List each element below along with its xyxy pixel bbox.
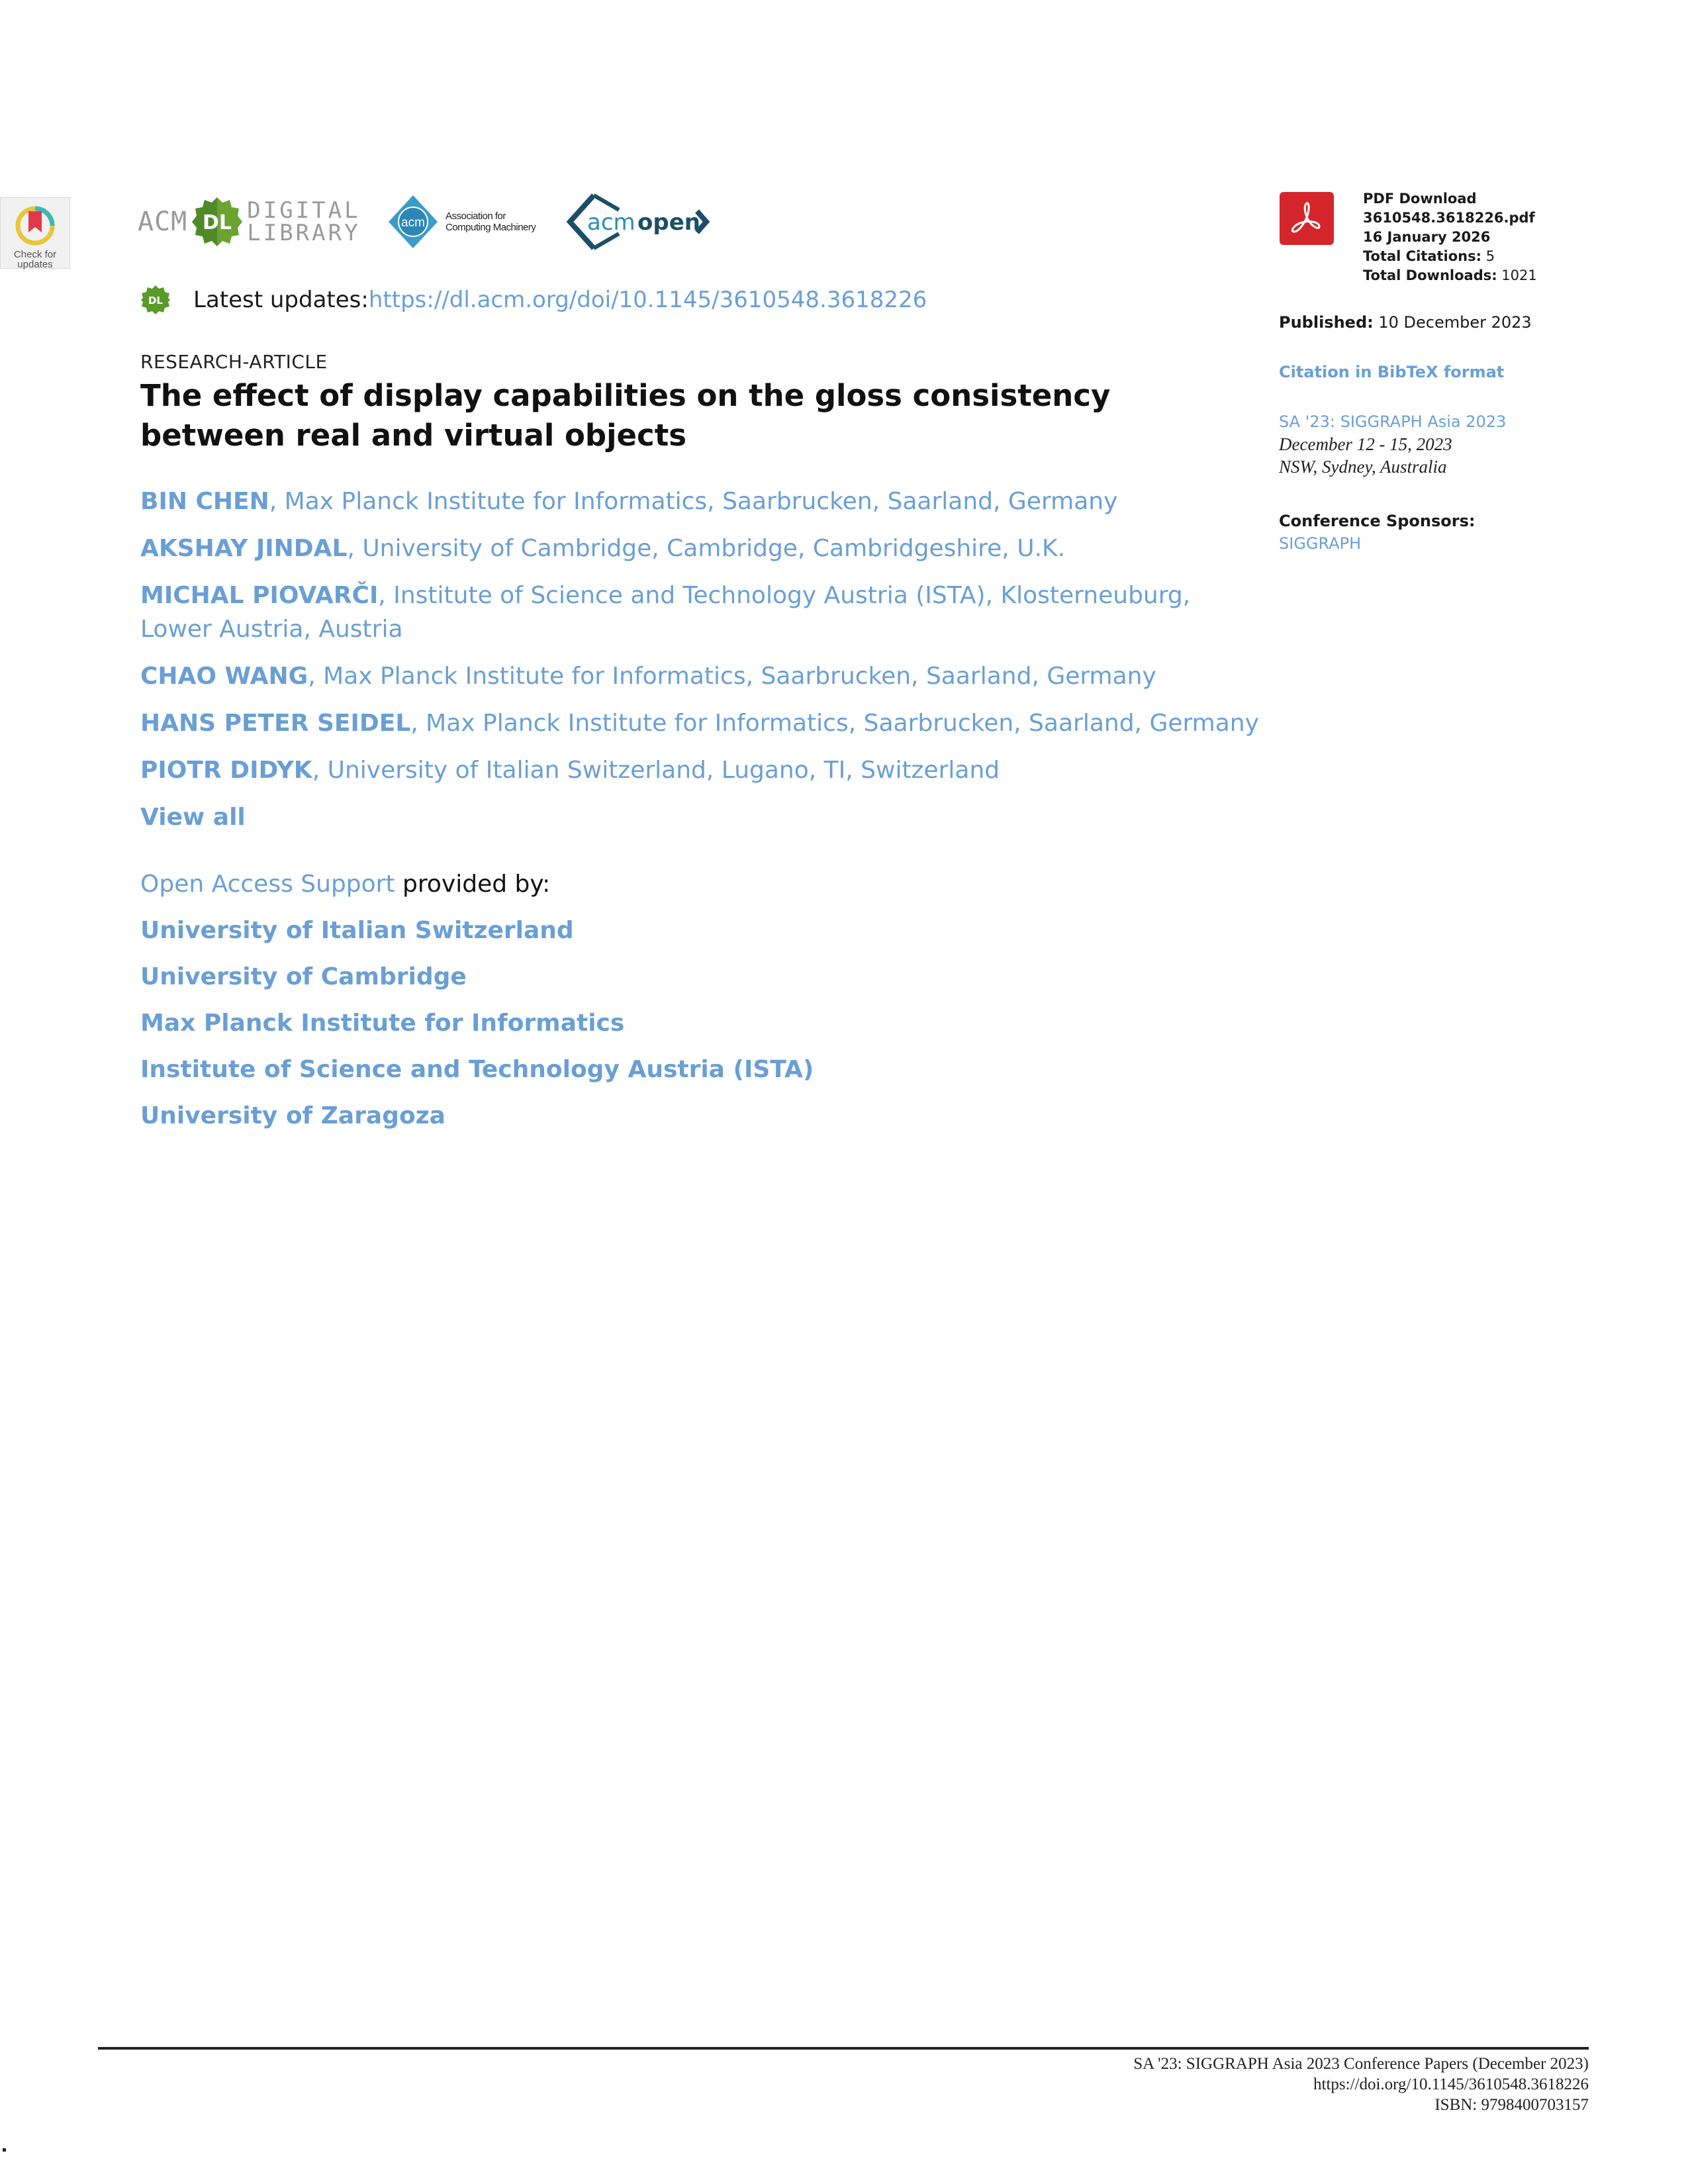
footer-citation — [1133, 2054, 1589, 2115]
author-list — [140, 485, 1266, 834]
footer-isbn: ISBN: 9798400703157 — [1434, 2096, 1589, 2114]
author-item[interactable] — [140, 659, 1266, 693]
sponsor-link[interactable]: SIGGRAPH — [1279, 534, 1362, 553]
check-for-updates-badge[interactable] — [0, 197, 70, 269]
view-all-authors-link[interactable]: View all — [140, 804, 246, 831]
author-item[interactable] — [140, 532, 1266, 565]
check-for-updates-label-2: updates — [17, 259, 53, 270]
assoc-line-1: Association for — [445, 211, 506, 222]
article-title: The effect of display capabilities on the gloss consistency between real and virtual objects — [140, 378, 1111, 453]
latest-updates-row — [140, 285, 927, 315]
check-for-updates-label: Check for — [13, 249, 57, 260]
author-name[interactable]: MICHAL PIOVARČI — [140, 582, 379, 609]
author-name[interactable]: CHAO WANG — [140, 663, 308, 690]
downloads-value: 1021 — [1497, 267, 1537, 283]
svg-text:open: open — [637, 209, 700, 236]
author-name[interactable]: PIOTR DIDYK — [140, 757, 312, 784]
total-downloads — [1363, 266, 1537, 285]
pdf-download-title[interactable]: PDF Download — [1363, 191, 1477, 207]
conference-dates: December 12 - 15, 2023 — [1279, 434, 1452, 454]
open-access-suffix: provided by: — [395, 871, 551, 898]
acm-association-logo[interactable] — [387, 192, 536, 252]
author-item[interactable] — [140, 579, 1266, 646]
latest-updates-link[interactable]: https://dl.acm.org/doi/10.1145/3610548.3618226 — [368, 287, 927, 313]
author-name[interactable]: AKSHAY JINDAL — [140, 535, 348, 562]
logo-digital-text: DIGITAL — [247, 197, 361, 224]
oa-institution-link[interactable]: University of Italian Switzerland — [140, 917, 574, 944]
article-type: RESEARCH-ARTICLE — [140, 351, 328, 373]
author-item[interactable] — [140, 485, 1266, 518]
footer-doi[interactable]: https://doi.org/10.1145/3610548.3618226 — [1313, 2075, 1589, 2093]
dl-badge-icon — [191, 196, 243, 248]
svg-text:acm: acm — [587, 209, 635, 236]
acrobat-icon — [1280, 192, 1334, 245]
citations-value: 5 — [1481, 248, 1495, 264]
pdf-icon[interactable] — [1280, 192, 1334, 245]
dl-small-icon — [140, 285, 171, 315]
footer-divider — [98, 2047, 1589, 2050]
published-value: 10 December 2023 — [1373, 313, 1532, 332]
author-name[interactable]: HANS PETER SEIDEL — [140, 710, 411, 737]
open-access-section — [140, 867, 814, 1145]
acm-open-icon — [566, 193, 712, 251]
downloads-label: Total Downloads: — [1363, 267, 1497, 283]
conference-link[interactable]: SA '23: SIGGRAPH Asia 2023 — [1279, 412, 1507, 431]
logo-library-text: LIBRARY — [247, 220, 361, 246]
latest-updates-label: Latest updates: — [193, 287, 369, 313]
conference-location: NSW, Sydney, Australia — [1279, 457, 1447, 477]
author-item[interactable] — [140, 706, 1266, 740]
author-affiliation: , University of Cambridge, Cambridge, Cambridgeshire, U.K. — [347, 535, 1066, 562]
author-item[interactable] — [140, 753, 1266, 787]
bibtex-citation-link[interactable]: Citation in BibTeX format — [1279, 363, 1505, 381]
citations-label: Total Citations: — [1363, 248, 1482, 264]
footer-proceedings: SA '23: SIGGRAPH Asia 2023 Conference Papers (December 2023) — [1133, 2055, 1589, 2073]
conference-sponsors — [1279, 510, 1476, 555]
author-affiliation: , Max Planck Institute for Informatics, Saarbrucken, Saarland, Germany — [308, 663, 1156, 690]
logo-acm-text: ACM — [138, 207, 188, 237]
pdf-download-info — [1363, 189, 1537, 285]
acm-open-logo[interactable] — [566, 192, 712, 252]
acm-diamond-icon — [387, 194, 439, 250]
conference-info — [1279, 410, 1506, 478]
published-date — [1279, 311, 1532, 334]
oa-institution-link[interactable]: Institute of Science and Technology Austria (ISTA) — [140, 1056, 814, 1083]
author-affiliation: , Max Planck Institute for Informatics, Saarbrucken, Saarland, Germany — [410, 710, 1259, 737]
sponsors-label: Conference Sponsors: — [1279, 512, 1476, 530]
oa-institution-link[interactable]: University of Cambridge — [140, 963, 467, 990]
bookmark-ring-icon — [12, 203, 58, 247]
author-affiliation: , Max Planck Institute for Informatics, Saarbrucken, Saarland, Germany — [269, 488, 1118, 515]
open-access-support-link[interactable]: Open Access Support — [140, 871, 395, 898]
acm-badge-text: acm — [401, 216, 425, 230]
author-name[interactable]: BIN CHEN — [140, 488, 269, 515]
published-label: Published: — [1279, 313, 1374, 332]
acm-digital-library-logo[interactable] — [138, 192, 361, 252]
pdf-date: 16 January 2026 — [1363, 229, 1491, 245]
total-citations — [1363, 247, 1537, 266]
author-affiliation: , University of Italian Switzerland, Lugano, TI, Switzerland — [312, 757, 1000, 784]
pdf-filename[interactable]: 3610548.3618226.pdf — [1363, 210, 1535, 226]
page-marker — [3, 2148, 6, 2152]
assoc-line-2: Computing Machinery — [445, 222, 536, 233]
oa-institution-link[interactable]: University of Zaragoza — [140, 1102, 445, 1129]
svg-text:DL: DL — [148, 295, 164, 307]
author-affiliation: , Institute of Science and Technology Austria (ISTA), Klosterneuburg, Lower Austria, Austria — [140, 582, 1191, 643]
svg-text:DL: DL — [203, 211, 232, 234]
oa-institution-link[interactable]: Max Planck Institute for Informatics — [140, 1010, 625, 1037]
